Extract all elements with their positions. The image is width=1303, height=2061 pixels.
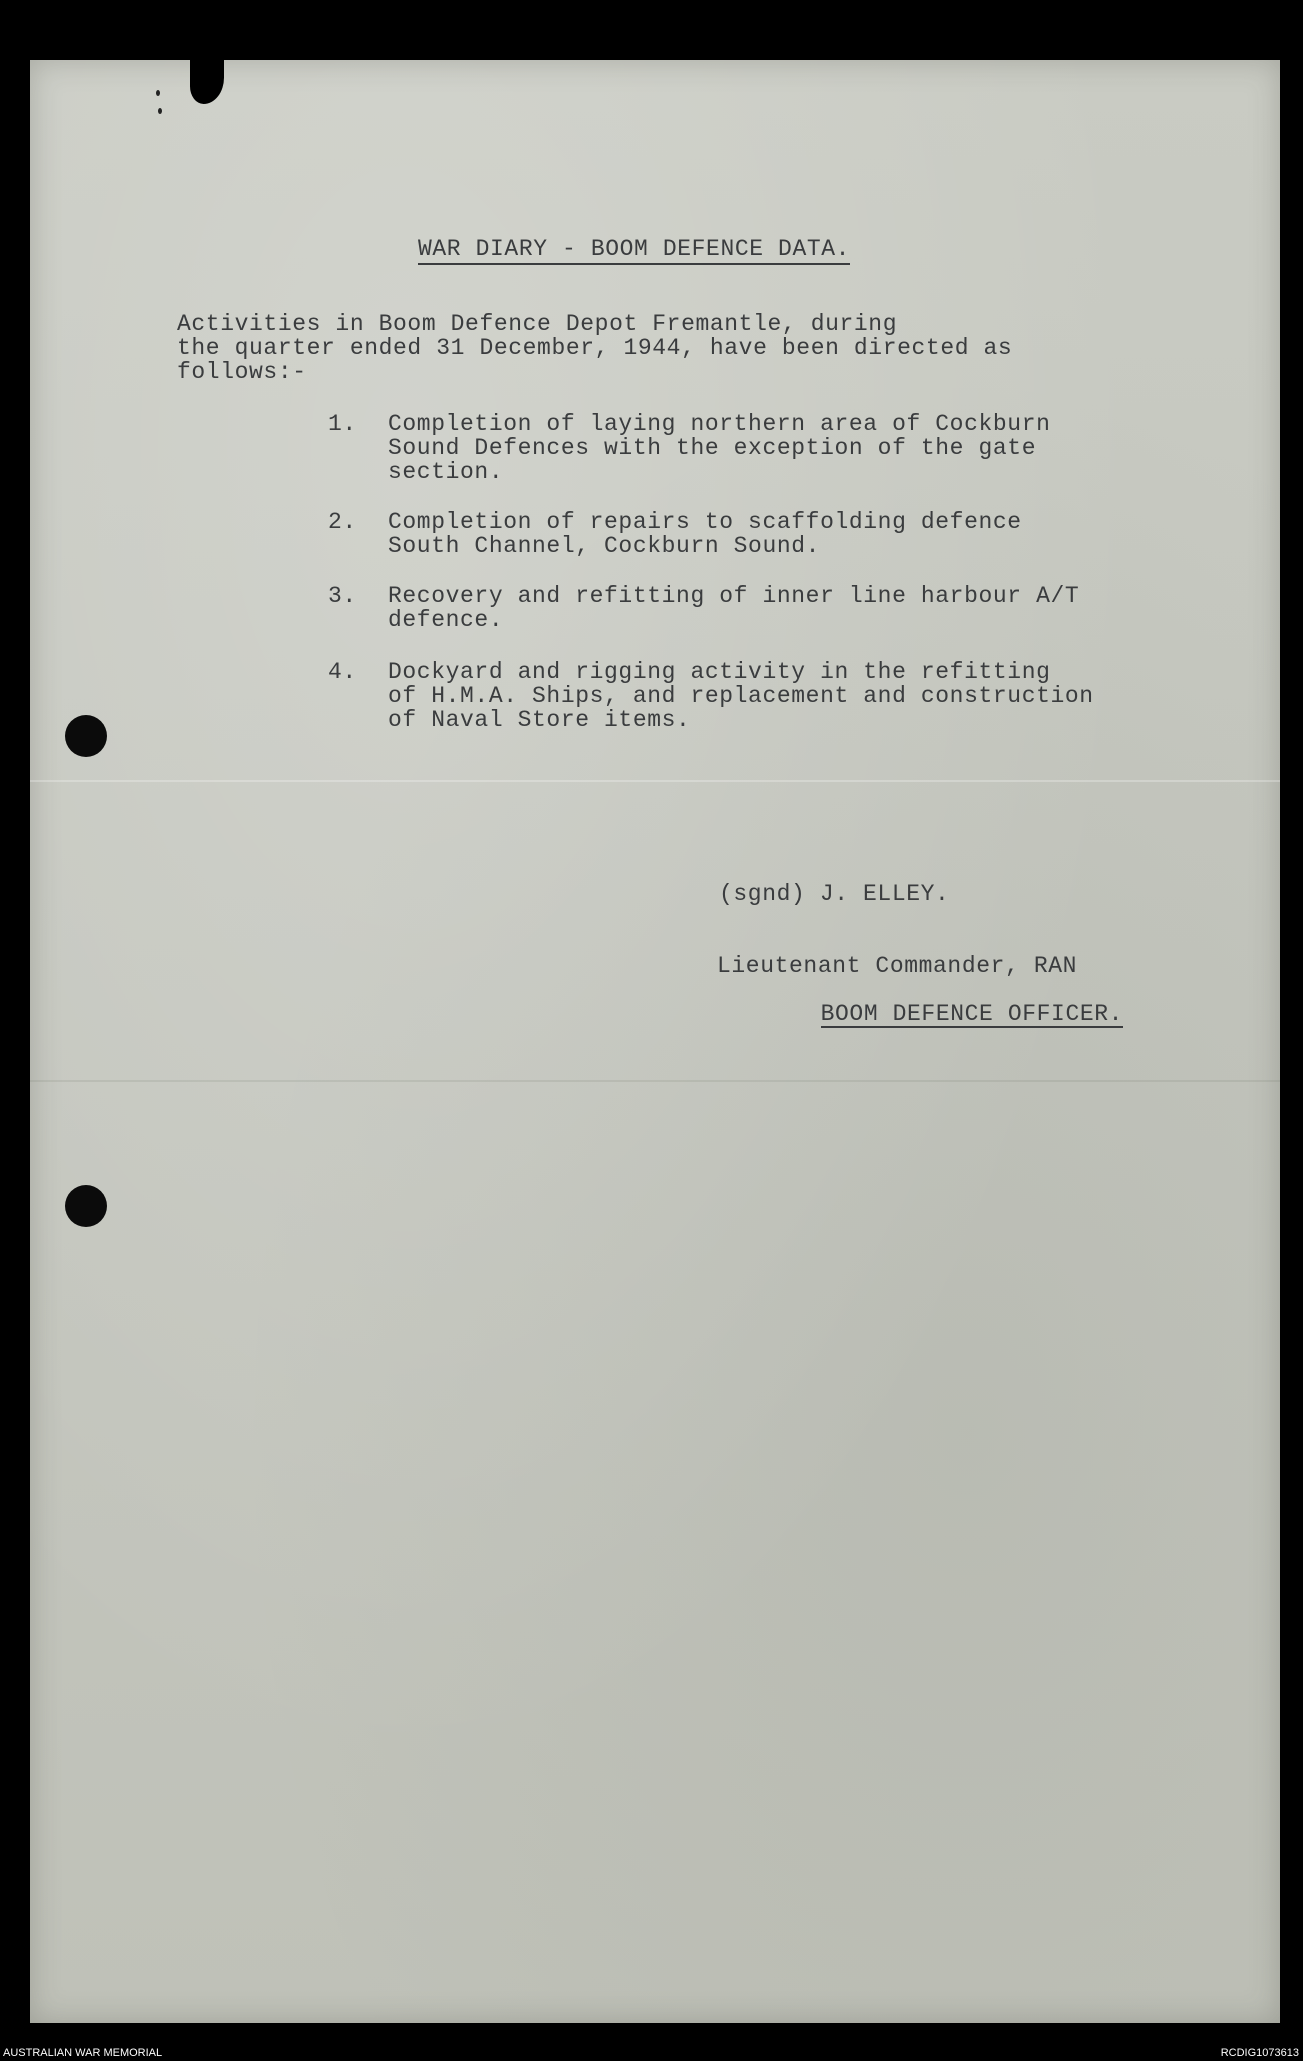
paper-tear [190,60,224,104]
ink-speck [156,90,160,96]
signature-rank: Lieutenant Commander, RAN [717,953,1078,979]
document-title: WAR DIARY - BOOM DEFENCE DATA. [418,236,850,265]
item-text: Recovery and refitting of inner line harbour A/T defence. [388,583,1080,633]
intro-paragraph: Activities in Boom Defence Depot Fremantle, during the quarter ended 31 December, 1944, have been directed as follows:- [177,311,1013,385]
item-text: Dockyard and rigging activity in the refitting of H.M.A. Ships, and replacement and construction of Naval Store items. [388,659,1094,733]
footer-credit: AUSTRALIAN WAR MEMORIAL [3,2047,163,2059]
signature-block [717,834,1123,1052]
item-number: 2. [328,509,357,535]
item-number: 1. [328,411,357,437]
paper-fold [30,1080,1280,1082]
punch-hole [65,715,107,757]
item-text: Completion of laying northern area of Cockburn Sound Defences with the exception of the gate section. [388,411,1051,485]
punch-hole [65,1185,107,1227]
item-text: Completion of repairs to scaffolding defence South Channel, Cockburn Sound. [388,509,1022,559]
signature-office: BOOM DEFENCE OFFICER. [820,1001,1124,1027]
footer-id: RCDIG1073613 [1220,2047,1299,2059]
item-number: 4. [328,659,357,685]
paper-fold [30,780,1280,782]
item-number: 3. [328,583,357,609]
ink-speck [158,108,162,114]
signature-signed: (sgnd) J. ELLEY. [719,881,950,907]
